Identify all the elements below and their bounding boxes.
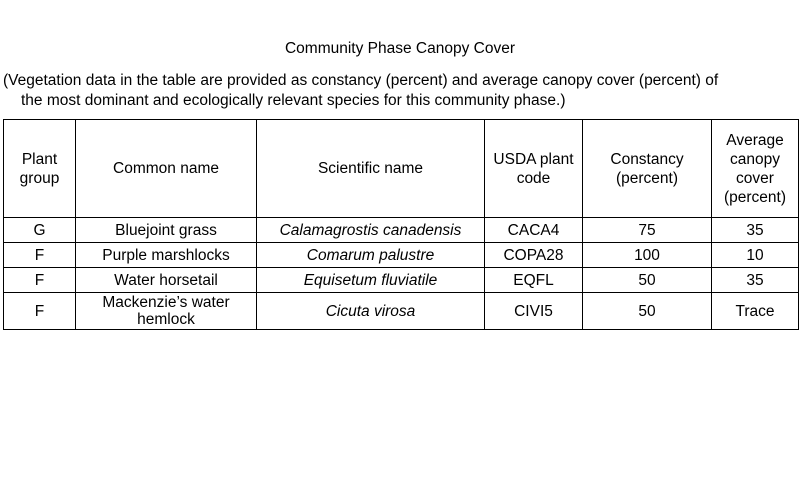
note-line-2: the most dominant and ecologically relevant species for this community phase.)	[21, 92, 566, 109]
cell-constancy: 50	[583, 293, 712, 330]
cell-scientific-name: Cicuta virosa	[257, 293, 485, 330]
cell-plant-group: F	[4, 268, 76, 293]
cell-average-cover: 10	[712, 243, 799, 268]
header-average-cover: Average canopy cover (percent)	[712, 120, 799, 218]
cell-constancy: 50	[583, 268, 712, 293]
cell-scientific-name: Comarum palustre	[257, 243, 485, 268]
header-usda-code: USDA plant code	[485, 120, 583, 218]
cell-usda-code: CACA4	[485, 218, 583, 243]
cell-plant-group: F	[4, 293, 76, 330]
page-title: Community Phase Canopy Cover	[284, 40, 516, 57]
cell-average-cover: Trace	[712, 293, 799, 330]
cell-common-name: Bluejoint grass	[76, 218, 257, 243]
cell-scientific-name: Calamagrostis canadensis	[257, 218, 485, 243]
header-constancy: Constancy (percent)	[583, 120, 712, 218]
note-line-1: (Vegetation data in the table are provided as constancy (percent) and average canopy cover (percent) of	[3, 72, 719, 89]
table-header-row	[4, 120, 799, 218]
canopy-cover-table	[3, 119, 799, 330]
cell-constancy: 75	[583, 218, 712, 243]
cell-usda-code: CIVI5	[485, 293, 583, 330]
cell-common-name: Water horsetail	[76, 268, 257, 293]
cell-common-name: Mackenzie’s water hemlock	[76, 293, 257, 330]
cell-usda-code: COPA28	[485, 243, 583, 268]
table-caption-note	[3, 71, 793, 111]
table-row	[4, 268, 799, 293]
cell-common-name: Purple marshlocks	[76, 243, 257, 268]
cell-scientific-name: Equisetum fluviatile	[257, 268, 485, 293]
header-plant-group: Plant group	[4, 120, 76, 218]
table-row	[4, 218, 799, 243]
table-row	[4, 243, 799, 268]
cell-average-cover: 35	[712, 268, 799, 293]
cell-plant-group: F	[4, 243, 76, 268]
table-row	[4, 293, 799, 330]
header-common-name: Common name	[76, 120, 257, 218]
cell-usda-code: EQFL	[485, 268, 583, 293]
header-scientific-name: Scientific name	[257, 120, 485, 218]
cell-constancy: 100	[583, 243, 712, 268]
cell-average-cover: 35	[712, 218, 799, 243]
cell-plant-group: G	[4, 218, 76, 243]
